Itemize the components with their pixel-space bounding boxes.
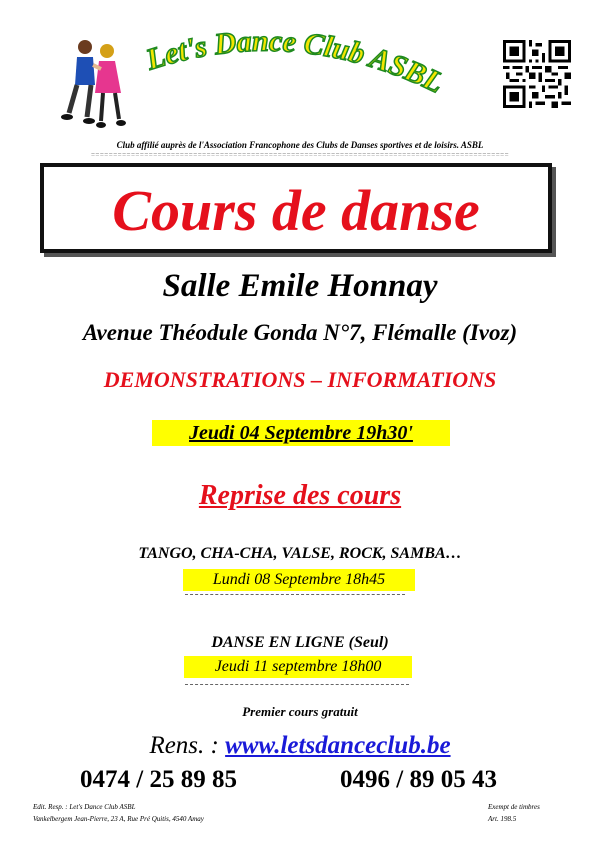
divider <box>185 684 409 685</box>
website-link[interactable]: www.letsdanceclub.be <box>225 732 451 759</box>
rens-label: Rens. : <box>149 732 226 759</box>
reprise-heading: Reprise des cours <box>198 480 402 511</box>
demonstrations-heading: DEMONSTRATIONS – INFORMATIONS <box>103 367 497 392</box>
course-date: Jeudi 11 septembre 18h00 <box>184 656 412 678</box>
phone-number: 0474 / 25 89 85 <box>80 766 237 793</box>
exempt-note: Exempt de timbres <box>488 803 540 811</box>
dancing-couple-icon <box>55 35 135 135</box>
free-course-note: Premier cours gratuit <box>242 704 358 719</box>
separator-line: ============================================================================================== <box>90 151 510 159</box>
venue-address: Avenue Théodule Gonda N°7, Flémalle (Ivoz) <box>82 320 518 345</box>
affiliation-text: Club affilié auprès de l'Association Francophone des Clubs de Danses sportives et de loisirs. ASBL <box>116 140 484 150</box>
course-dances: DANSE EN LIGNE (Seul) <box>211 634 389 651</box>
phone-number: 0496 / 89 05 43 <box>340 766 497 793</box>
contact-line <box>0 732 600 760</box>
title-box <box>40 163 552 253</box>
divider <box>185 594 405 595</box>
logo-text: Let's Dance Club ASBL <box>142 30 449 100</box>
course-dances: TANGO, CHA-CHA, VALSE, ROCK, SAMBA… <box>138 545 462 562</box>
demonstrations-date: Jeudi 04 Septembre 19h30' <box>152 420 450 446</box>
svg-text:Let's Dance Club ASBL <box>141 30 448 100</box>
editor-line: Edit. Resp. : Let's Dance Club ASBL <box>33 803 136 811</box>
course-date: Lundi 08 Septembre 18h45 <box>183 569 415 591</box>
exempt-article: Art. 198.5 <box>488 815 517 823</box>
page-title: Cours de danse <box>112 178 480 243</box>
editor-address: Vankelbergem Jean-Pierre, 23 A, Rue Pré Quitis, 4540 Amay <box>33 815 204 823</box>
qr-code-icon <box>503 40 571 108</box>
venue-name: Salle Emile Honnay <box>162 268 438 304</box>
club-logo <box>140 30 460 120</box>
